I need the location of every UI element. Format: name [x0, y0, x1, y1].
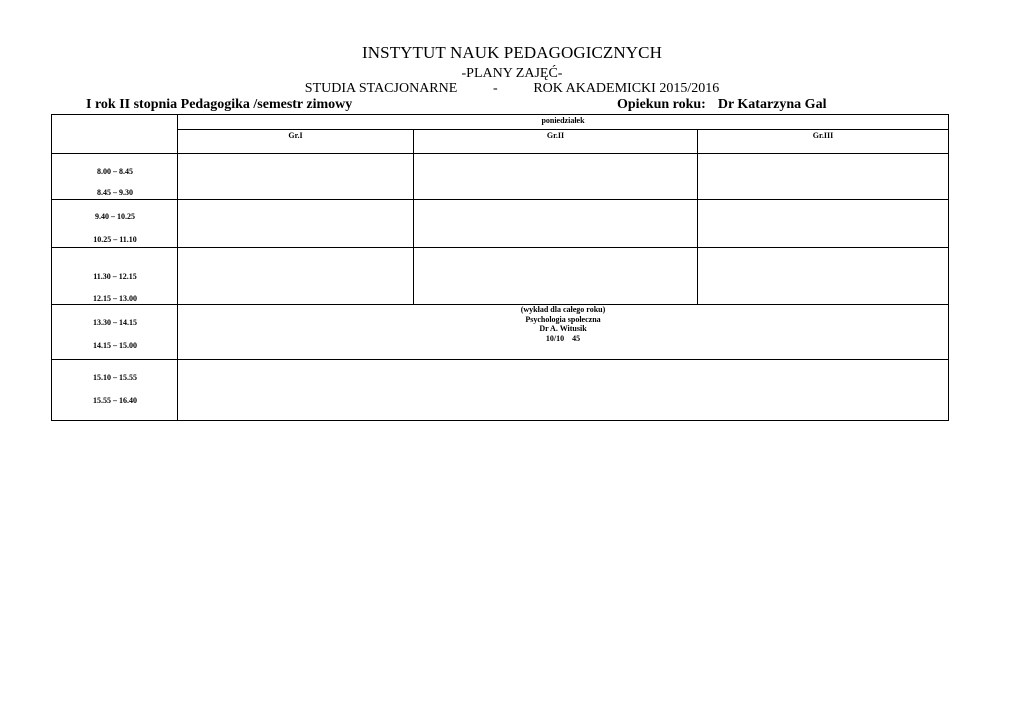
group-column-divider: [697, 129, 698, 305]
lecture-note: (wykład dla całego roku): [520, 305, 606, 314]
studies-type: STUDIA STACJONARNE: [304, 81, 458, 96]
plan-subtitle: -PLANY ZAJĘĆ-: [461, 66, 563, 81]
lecture-cell: [178, 305, 948, 343]
group-header-1: Gr.I: [288, 131, 303, 140]
time-slot: 8.45 – 9.30: [97, 188, 133, 197]
institute-title: INSTYTUT NAUK PEDAGOGICZNYCH: [362, 43, 662, 62]
lecture-room: 10/10 45: [545, 333, 581, 343]
day-header: poniedziałek: [541, 116, 585, 125]
year-program: I rok II stopnia Pedagogika /semestr zimowy: [86, 97, 353, 112]
group-header-divider: [51, 153, 949, 154]
time-slot: 15.10 – 15.55: [93, 373, 137, 382]
lecture-subject: Psychologia społeczna: [525, 314, 601, 324]
time-slot: 11.30 – 12.15: [93, 272, 137, 281]
day-header-divider: [177, 129, 949, 130]
time-slot: 14.15 – 15.00: [93, 341, 137, 350]
table-border-bottom: [51, 420, 949, 421]
tutor-label: Opiekun roku:: [617, 97, 706, 112]
row-divider: [51, 199, 949, 200]
studies-line: [0, 81, 1024, 97]
studies-separator: -: [492, 81, 498, 96]
row-divider: [51, 359, 949, 360]
tutor-line: [617, 97, 826, 113]
table-border-right: [948, 114, 949, 421]
time-slot: 15.55 – 16.40: [93, 396, 137, 405]
row-divider: [51, 247, 949, 248]
group-column-divider: [413, 129, 414, 305]
lecture-teacher: Dr A. Witusik: [539, 324, 587, 333]
time-slot: 13.30 – 14.15: [93, 318, 137, 327]
tutor-name: Dr Katarzyna Gal: [717, 97, 827, 112]
time-slot: 10.25 – 11.10: [93, 235, 137, 244]
table-border-top: [51, 114, 949, 115]
group-header-3: Gr.III: [812, 131, 834, 140]
academic-year: ROK AKADEMICKI 2015/2016: [533, 81, 720, 96]
time-slot: 8.00 – 8.45: [97, 167, 133, 176]
group-header-2: Gr.II: [546, 131, 565, 140]
time-slot: 12.15 – 13.00: [93, 294, 137, 303]
time-slot: 9.40 – 10.25: [95, 212, 135, 221]
